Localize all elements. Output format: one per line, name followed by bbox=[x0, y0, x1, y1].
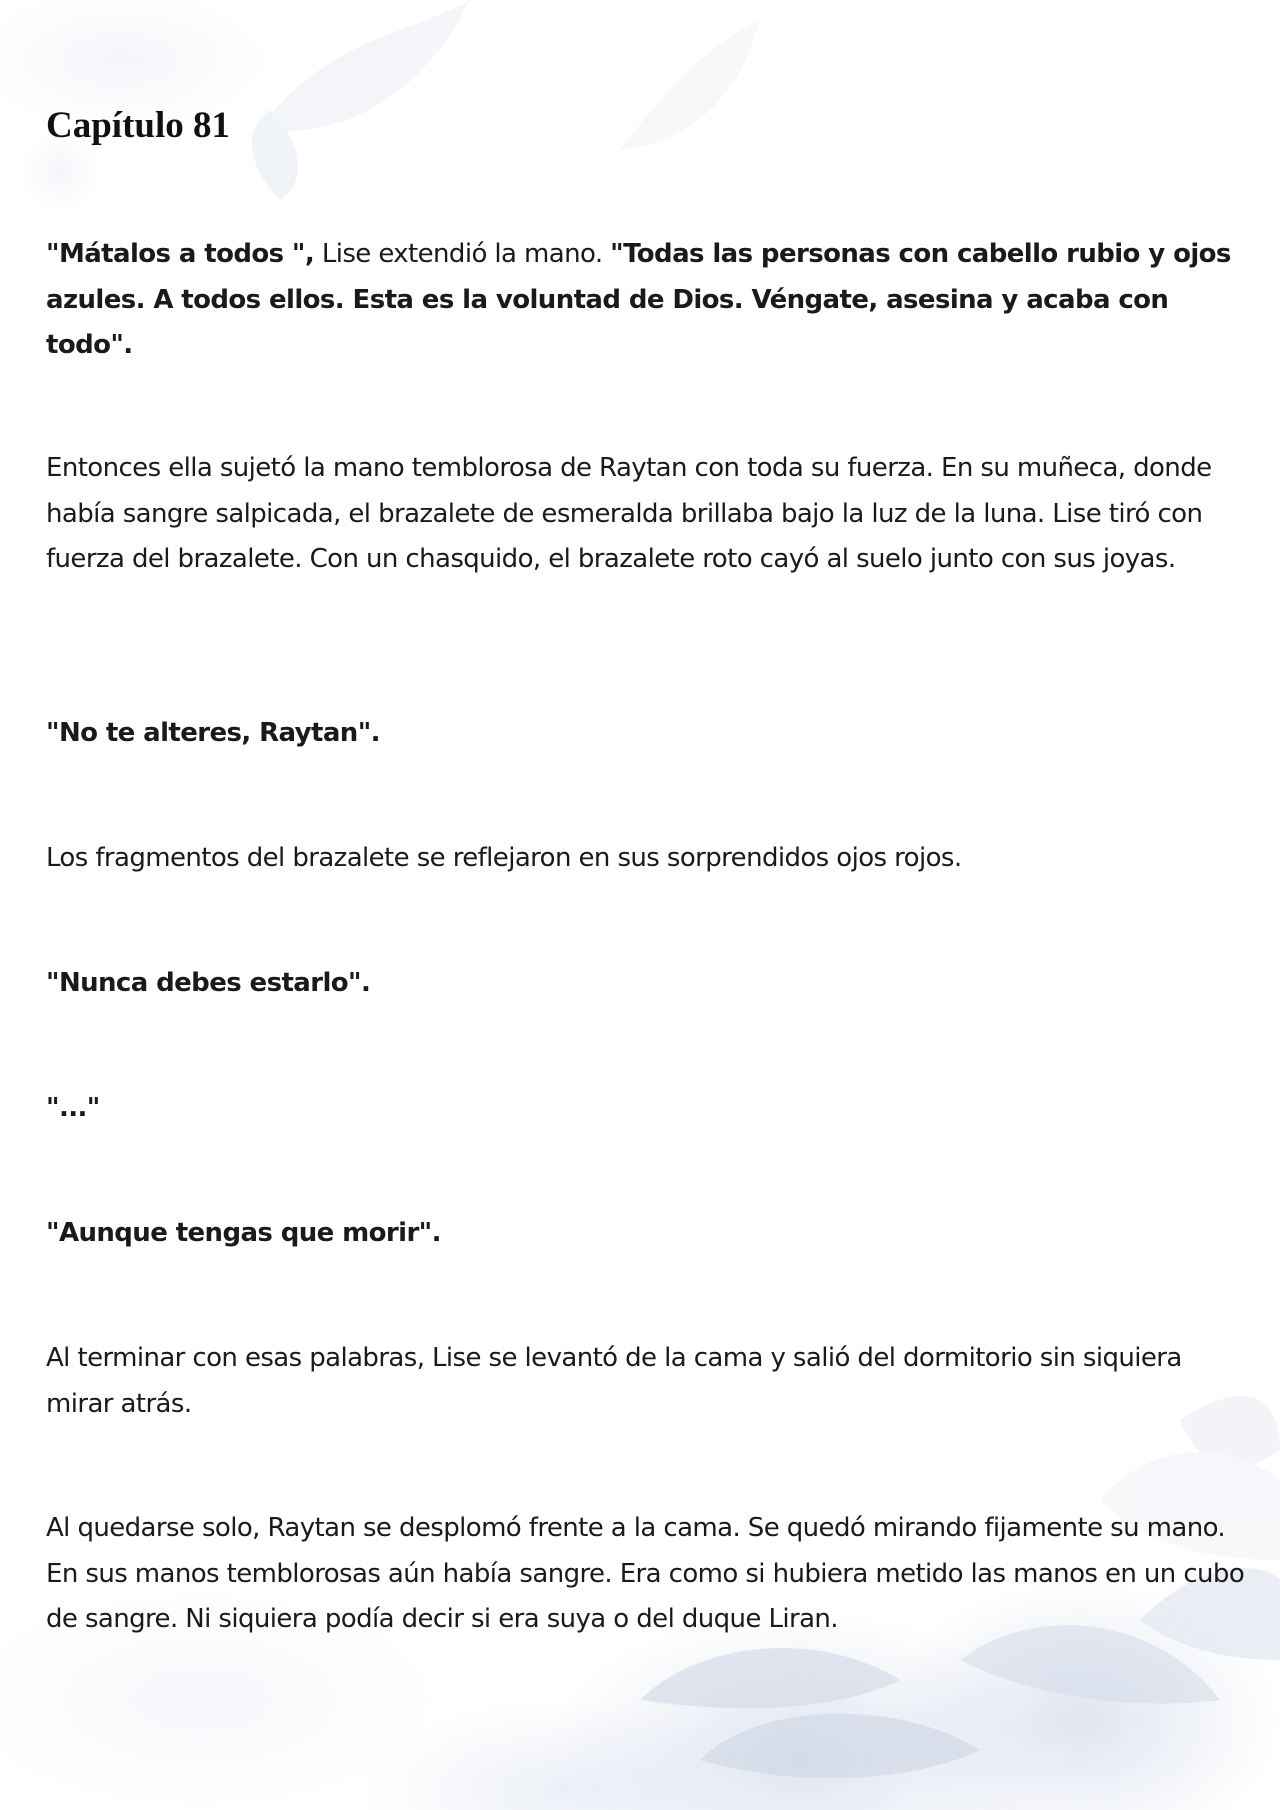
paragraph-8: Al terminar con esas palabras, Lise se levantó de la cama y salió del dormitorio sin siquiera mirar atrás. bbox=[46, 1343, 1182, 1419]
paragraph-1 bbox=[46, 232, 1251, 369]
paragraph-9: Al quedarse solo, Raytan se desplomó frente a la cama. Se quedó mirando fijamente su mano. En sus manos temblorosas aún había sangre. Era como si hubiera metido las manos en un cubo de sangre. Ni siquiera podía decir si era suya o del duque Liran. bbox=[46, 1513, 1245, 1634]
paragraph-1-quote-start: "Mátalos a todos ", bbox=[46, 239, 315, 269]
document-content bbox=[46, 100, 1256, 1634]
paragraph-5-quote: "Nunca debes estarlo". bbox=[46, 968, 371, 998]
paragraph-1-quote-end: "Todas las personas con cabello rubio y ojos azules. A todos ellos. Esta es la voluntad de Dios. Véngate, asesina y acaba con todo". bbox=[46, 239, 1231, 360]
paragraph-4: Los fragmentos del brazalete se reflejaron en sus sorprendidos ojos rojos. bbox=[46, 843, 962, 873]
paragraph-6 bbox=[46, 1086, 1251, 1132]
paragraph-1-narration: Lise extendió la mano. bbox=[314, 239, 611, 269]
chapter-title: Capítulo 81 bbox=[46, 105, 231, 146]
paragraph-6-quote: "..." bbox=[46, 1093, 100, 1123]
paragraph-3 bbox=[46, 711, 1251, 757]
paragraph-5 bbox=[46, 961, 1251, 1007]
paragraph-7-quote: "Aunque tengas que morir". bbox=[46, 1218, 441, 1248]
paragraph-7 bbox=[46, 1211, 1251, 1257]
paragraph-2: Entonces ella sujetó la mano temblorosa de Raytan con toda su fuerza. En su muñeca, donde había sangre salpicada, el brazalete de esmeralda brillaba bajo la luz de la luna. Lise tiró con fuerza del brazalete. Con un chasquido, el brazalete roto cayó al suelo junto con sus joyas. bbox=[46, 453, 1212, 574]
paragraph-3-quote: "No te alteres, Raytan". bbox=[46, 718, 380, 748]
